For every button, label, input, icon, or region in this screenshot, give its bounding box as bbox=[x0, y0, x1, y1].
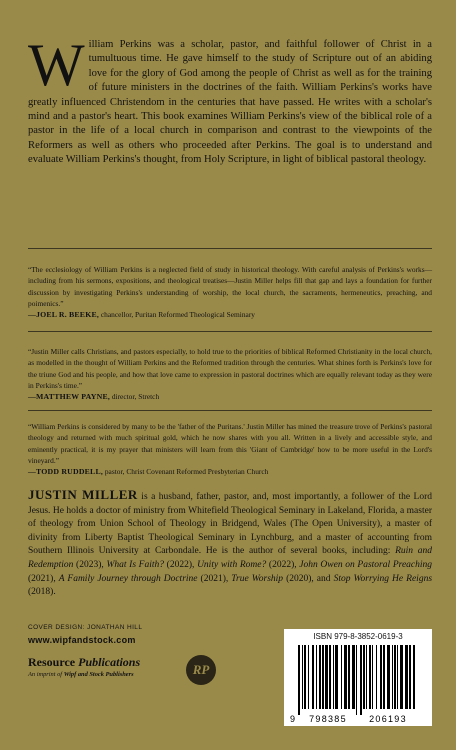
barcode-bar bbox=[308, 645, 309, 709]
barcode-bar bbox=[344, 645, 347, 709]
barcode-panel bbox=[284, 629, 432, 726]
publisher-name-main: Resource bbox=[28, 655, 76, 669]
endorser-title: pastor, Christ Covenant Reformed Presbyterian Church bbox=[103, 467, 269, 477]
endorsement-attribution bbox=[28, 309, 432, 320]
publisher-name bbox=[28, 655, 140, 670]
barcode-bar bbox=[322, 645, 324, 709]
barcode-bar bbox=[335, 645, 338, 709]
isbn-text: ISBN 979-8-3852-0619-3 bbox=[313, 632, 403, 641]
barcode-bar bbox=[409, 645, 411, 709]
imprint-line bbox=[28, 671, 134, 678]
book-title: Stop Worrying He Reigns bbox=[333, 573, 433, 584]
barcode-bar bbox=[302, 645, 303, 709]
book-year: (2022), bbox=[266, 559, 300, 570]
publisher-website: www.wipfandstock.com bbox=[28, 635, 136, 645]
barcode-bar bbox=[372, 645, 373, 709]
cover-design-credit: COVER DESIGN: JONATHAN HILL bbox=[28, 624, 143, 631]
barcode-bar bbox=[376, 645, 377, 709]
endorser-name: —JOEL R. BEEKE, bbox=[28, 310, 100, 320]
endorser-name: —MATTHEW PAYNE, bbox=[28, 392, 110, 402]
barcode-bar bbox=[312, 645, 314, 709]
barcode-bar bbox=[366, 645, 367, 709]
barcode-bar bbox=[298, 645, 300, 715]
barcode-bar bbox=[319, 645, 321, 709]
book-title: What Is Faith? bbox=[106, 559, 165, 570]
barcode-digits-right: 206193 bbox=[369, 714, 407, 724]
endorsement-beeke bbox=[28, 264, 432, 320]
imprint-prefix: An imprint of bbox=[28, 671, 64, 678]
barcode-bar bbox=[329, 645, 331, 709]
book-year: (2022), bbox=[164, 559, 198, 570]
rp-logo-icon: RP bbox=[186, 655, 216, 685]
book-title: John Owen on Pastoral Preaching bbox=[299, 559, 433, 570]
barcode-bar bbox=[387, 645, 390, 709]
barcode-bar bbox=[392, 645, 393, 709]
barcode-bar bbox=[397, 645, 398, 709]
author-name: JUSTIN MILLER bbox=[28, 487, 138, 502]
book-title: Unity with Rome? bbox=[197, 559, 267, 570]
barcode-bar bbox=[316, 645, 317, 709]
endorsement-attribution bbox=[28, 466, 432, 477]
barcode-bar bbox=[394, 645, 396, 709]
barcode-bar bbox=[405, 645, 408, 709]
book-year: (2021), bbox=[197, 573, 232, 584]
barcode-bar bbox=[325, 645, 328, 709]
endorsement-payne bbox=[28, 346, 432, 402]
drop-cap: W bbox=[28, 32, 85, 98]
book-year: (2020), and bbox=[283, 573, 334, 584]
divider bbox=[28, 331, 432, 332]
barcode-bar bbox=[413, 645, 415, 709]
barcode-bar bbox=[400, 645, 403, 709]
endorsement-attribution bbox=[28, 391, 432, 402]
book-year: (2018). bbox=[28, 587, 56, 598]
endorsement-ruddell bbox=[28, 421, 432, 477]
barcode-bar bbox=[341, 645, 342, 709]
barcode-bar bbox=[348, 645, 350, 709]
book-title: A Family Journey through Doctrine bbox=[58, 573, 198, 584]
barcode-icon bbox=[284, 643, 432, 726]
barcode-bar bbox=[304, 645, 306, 709]
barcode-bar bbox=[383, 645, 385, 709]
endorsement-text: “William Perkins is considered by many to be the 'father of the Puritans.' Justin Miller has mined the treasure trove of Perkins's pastoral theology and returned with much spiritual gold, which he now shares with you all. Written in a lively and accessible style, and eminently practical, it is my prayer that ministers will learn from this 'Giant of Cambridge' how to be more useful in the Lord's vineyard.” bbox=[28, 422, 432, 465]
book-title: Ruin and Redemption bbox=[28, 546, 432, 570]
barcode-bar bbox=[360, 645, 362, 715]
author-bio bbox=[28, 488, 432, 600]
description-text: illiam Perkins was a scholar, pastor, and faithful follower of Christ in a tumultuous time. He gave himself to the study of Scripture out of an abiding love for the glory of God among the people of Christ as well as for the training of future ministers in the doctrines of the faith. William Perkins's works have greatly influenced Christendom in the centuries that have passed. He writes with a scholar's mind and a pastor's heart. This book examines William Perkins's view of the biblical role of a pastor in the life of a local church in comparison and contrast to the viewpoints of the Reformers as well as others who proceeded after Perkins. The goal is to understand and evaluate William Perkins's thought, from Holy Scripture, in light of biblical pastoral theology. bbox=[28, 39, 432, 166]
divider bbox=[28, 410, 432, 411]
author-bio-text: is a husband, father, pastor, and, most importantly, a follower of the Lord Jesus. He holds a doctor of ministry from Whitefield Theological Seminary in Lakeland, Florida, a master of theology from Union School of Theology in Bridgend, Wales (The Open University), a master of divinity from Liberty Baptist Theological Seminary in Lynchburg, and a master of accounting from Southern Illinois University at Carbondale. He is the author of several books, including: bbox=[28, 492, 432, 557]
barcode-bar bbox=[363, 645, 365, 709]
book-description bbox=[28, 32, 432, 168]
barcode-digits-left: 798385 bbox=[309, 714, 347, 724]
endorser-name: —TODD RUDDELL, bbox=[28, 467, 104, 477]
book-title: True Worship bbox=[231, 573, 284, 584]
endorsement-text: “Justin Miller calls Christians, and pastors especially, to hold true to the priorities of biblical Reformed Christianity in the local church, as modelled in the thought of William Perkins and the Reformed tradition through the centuries. What shines forth is Perkins's love for the triune God and his people, and how that love came to expression in pastoral doctrines which are equally relevant today as they were in Perkins's time.” bbox=[28, 347, 432, 390]
publisher-name-italic: Publications bbox=[75, 655, 141, 669]
barcode-bar bbox=[352, 645, 355, 709]
barcode-digit-lead: 9 bbox=[290, 714, 296, 724]
endorser-title: chancellor, Puritan Reformed Theological Seminary bbox=[99, 310, 255, 320]
book-year: (2021), bbox=[28, 573, 59, 584]
barcode-bar bbox=[356, 645, 357, 715]
barcode-bar bbox=[380, 645, 382, 709]
publisher-block bbox=[28, 655, 218, 691]
endorser-title: director, Stretch bbox=[110, 392, 160, 402]
divider bbox=[28, 248, 432, 249]
book-year: (2023), bbox=[73, 559, 107, 570]
endorsement-text: “The ecclesiology of William Perkins is a neglected field of study in historical theology. With careful analysis of Perkins's works—including from his sermons, expositions, and theological treatises—Justin Miller helps fill that gap and lays a foundation for further discussion by investigating Perkins's understanding of worship, the local church, the sacraments, hermeneutics, preaching, and poimenics.” bbox=[28, 265, 432, 308]
barcode-bar bbox=[369, 645, 371, 709]
imprint-name: Wipf and Stock Publishers bbox=[63, 671, 134, 678]
barcode-bar bbox=[333, 645, 334, 709]
